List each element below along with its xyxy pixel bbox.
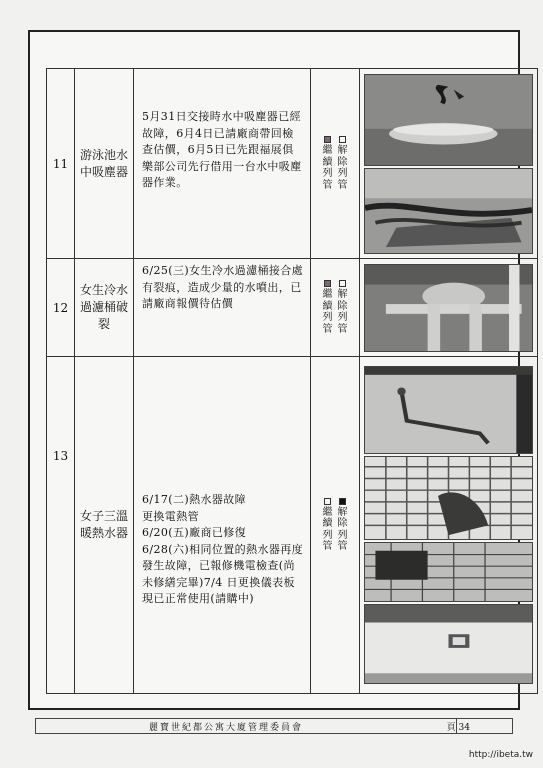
item-name: 游泳池水中吸塵器: [75, 69, 134, 259]
item-name: 女生冷水過濾桶破裂: [75, 259, 134, 357]
watermark: http://ibeta.tw: [468, 750, 533, 760]
status-continue[interactable]: [322, 498, 333, 553]
status-release[interactable]: [337, 498, 348, 553]
desc-line: 6/20(五)廠商已修復: [142, 526, 247, 540]
row-number: 12: [47, 259, 75, 357]
item-description: 6/25(三)女生冷水過濾桶接合處有裂痕，造成少量的水噴出，已請廠商報價待估價: [134, 259, 311, 357]
desc-line: 更換電熱管: [142, 509, 199, 523]
status-release[interactable]: [337, 136, 348, 191]
status-label: 繼續列管: [322, 506, 333, 552]
checkbox-release[interactable]: [339, 498, 346, 505]
table-row: [47, 69, 538, 259]
photo-cell: [360, 259, 538, 357]
maintenance-table: [46, 68, 538, 694]
heater-unit-photo: [364, 604, 533, 684]
row-number: 11: [47, 69, 75, 259]
ceiling-grid-photo: [364, 456, 533, 540]
heater-panel-photo: [364, 542, 533, 602]
pool-cleaner-hose-photo: [364, 168, 533, 254]
status-release[interactable]: [337, 280, 348, 335]
checkbox-continue[interactable]: [324, 280, 331, 287]
heater-pipe-photo: [364, 366, 533, 454]
desc-line: 6/17(二)熱水器故障: [142, 493, 247, 507]
item-description: 5月31日交接時水中吸塵器已經故障，6月4日已請廠商帶回檢查估價，6月5日已先跟福展俱樂部公司先行借用一台水中吸塵器作業。: [134, 69, 311, 259]
page-footer: [35, 718, 513, 734]
status-options: [311, 357, 360, 694]
status-options: [311, 259, 360, 357]
status-label: 解除列管: [337, 145, 348, 191]
status-label: 解除列管: [337, 506, 348, 552]
photo-cell: [360, 357, 538, 694]
checkbox-continue[interactable]: [324, 136, 331, 143]
item-name: 女子三溫暖熱水器: [75, 357, 134, 694]
checkbox-release[interactable]: [339, 280, 346, 287]
page-number: 頁 34: [446, 723, 470, 733]
photo-cell: [360, 69, 538, 259]
status-label: 繼續列管: [322, 289, 333, 335]
item-description: [134, 357, 311, 694]
status-options: [311, 69, 360, 259]
filter-tank-photo: [364, 264, 533, 352]
desc-line: 6/28(六)相同位置的熱水器再度發生故障，已報修機電檢查(尚未修繕完畢)7/4 日更換儀表板 現已正常使用(請購中): [142, 542, 304, 606]
row-number: 13: [47, 357, 75, 694]
pool-cleaner-photo: [364, 74, 533, 166]
checkbox-continue[interactable]: [324, 498, 331, 505]
table-row: [47, 357, 538, 694]
footer-title: 麗寶世紀都公寓大廈管理委員會: [148, 723, 303, 733]
status-continue[interactable]: [322, 280, 333, 335]
status-label: 繼續列管: [322, 145, 333, 191]
status-label: 解除列管: [337, 289, 348, 335]
status-continue[interactable]: [322, 136, 333, 191]
table-row: [47, 259, 538, 357]
checkbox-release[interactable]: [339, 136, 346, 143]
